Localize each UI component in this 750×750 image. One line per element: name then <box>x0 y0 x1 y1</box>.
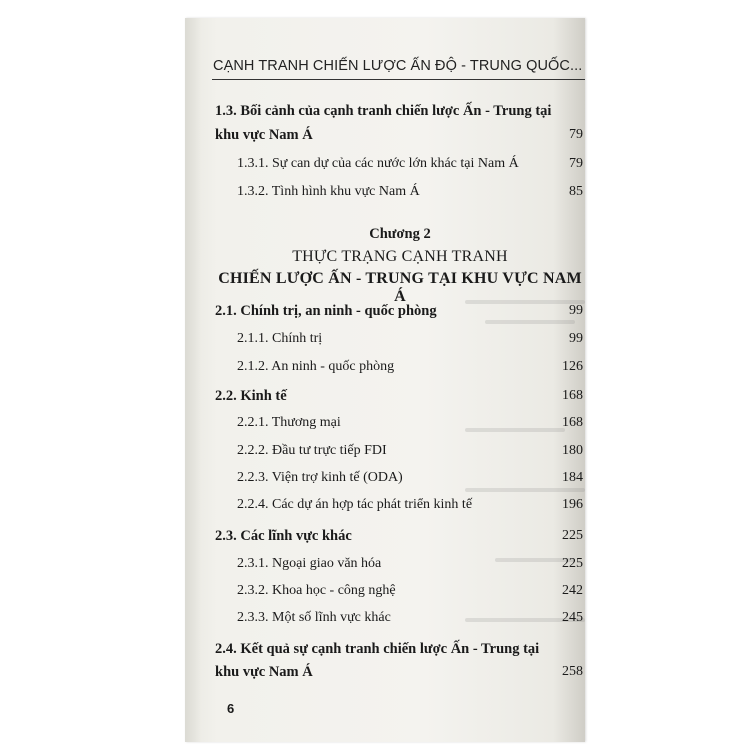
toc-entry-title: 2.2.3. Viện trợ kinh tế (ODA) <box>237 470 403 485</box>
page-number: 6 <box>227 701 235 716</box>
header-rule <box>212 79 585 80</box>
toc-entry-title: khu vực Nam Á <box>215 664 313 680</box>
toc-page-number: 245 <box>562 610 583 625</box>
toc-entry-title: 1.3.1. Sự can dự của các nước lớn khác tại Nam Á <box>237 156 519 171</box>
toc-entry-title: 2.2. Kinh tế <box>215 388 287 404</box>
running-header: CẠNH TRANH CHIẾN LƯỢC ẤN ĐỘ - TRUNG QUỐC... <box>213 58 583 74</box>
chapter-label: Chương 2 <box>369 226 431 242</box>
toc-page-number: 180 <box>562 443 583 458</box>
toc-page-number: 225 <box>562 556 583 571</box>
toc-entry-title: 2.3.2. Khoa học - công nghệ <box>237 583 396 598</box>
toc-page-number: 184 <box>562 470 583 485</box>
toc-page-number: 85 <box>569 184 583 199</box>
toc-entry-title: 2.3. Các lĩnh vực khác <box>215 528 352 544</box>
toc-page-number: 99 <box>569 303 583 318</box>
toc-entry-title: 2.1. Chính trị, an ninh - quốc phòng <box>215 303 437 319</box>
chapter-title-line1: THỰC TRẠNG CẠNH TRANH <box>292 248 508 265</box>
toc-entry-title: 2.2.2. Đầu tư trực tiếp FDI <box>237 443 387 458</box>
toc-entry-title: 2.1.2. An ninh - quốc phòng <box>237 359 395 374</box>
toc-page-number: 242 <box>562 583 583 598</box>
toc-entry-title: 1.3.2. Tình hình khu vực Nam Á <box>237 184 420 199</box>
show-through-mark <box>465 488 585 492</box>
toc-page-number: 168 <box>562 388 583 403</box>
toc-entry-title: 2.3.3. Một số lĩnh vực khác <box>237 610 391 625</box>
toc-entry-title: 1.3. Bối cảnh của cạnh tranh chiến lược Ấn - Trung tại <box>215 103 552 119</box>
toc-entry-title: 2.1.1. Chính trị <box>237 331 323 346</box>
toc-page-number: 196 <box>562 497 583 512</box>
toc-page-number: 79 <box>569 127 583 142</box>
toc-entry-title: 2.4. Kết quả sự cạnh tranh chiến lược Ấn - Trung tại <box>215 641 540 657</box>
toc-page-number: 126 <box>562 359 583 374</box>
toc-page-number: 225 <box>562 528 583 543</box>
toc-page-number: 79 <box>569 156 583 171</box>
chapter-title-line2: CHIẾN LƯỢC ẤN - TRUNG TẠI KHU VỰC NAM Á <box>218 270 582 305</box>
toc-entry-title: 2.2.4. Các dự án hợp tác phát triển kinh tế <box>237 497 473 512</box>
toc-page-number: 258 <box>562 664 583 679</box>
show-through-mark <box>465 428 565 432</box>
show-through-mark <box>485 320 575 324</box>
toc-entry-title: khu vực Nam Á <box>215 127 313 143</box>
toc-page-number: 168 <box>562 415 583 430</box>
toc-entry-title: 2.2.1. Thương mại <box>237 415 341 430</box>
toc-entry-title: 2.3.1. Ngoại giao văn hóa <box>237 556 382 571</box>
toc-page-number: 99 <box>569 331 583 346</box>
book-page <box>185 18 585 742</box>
